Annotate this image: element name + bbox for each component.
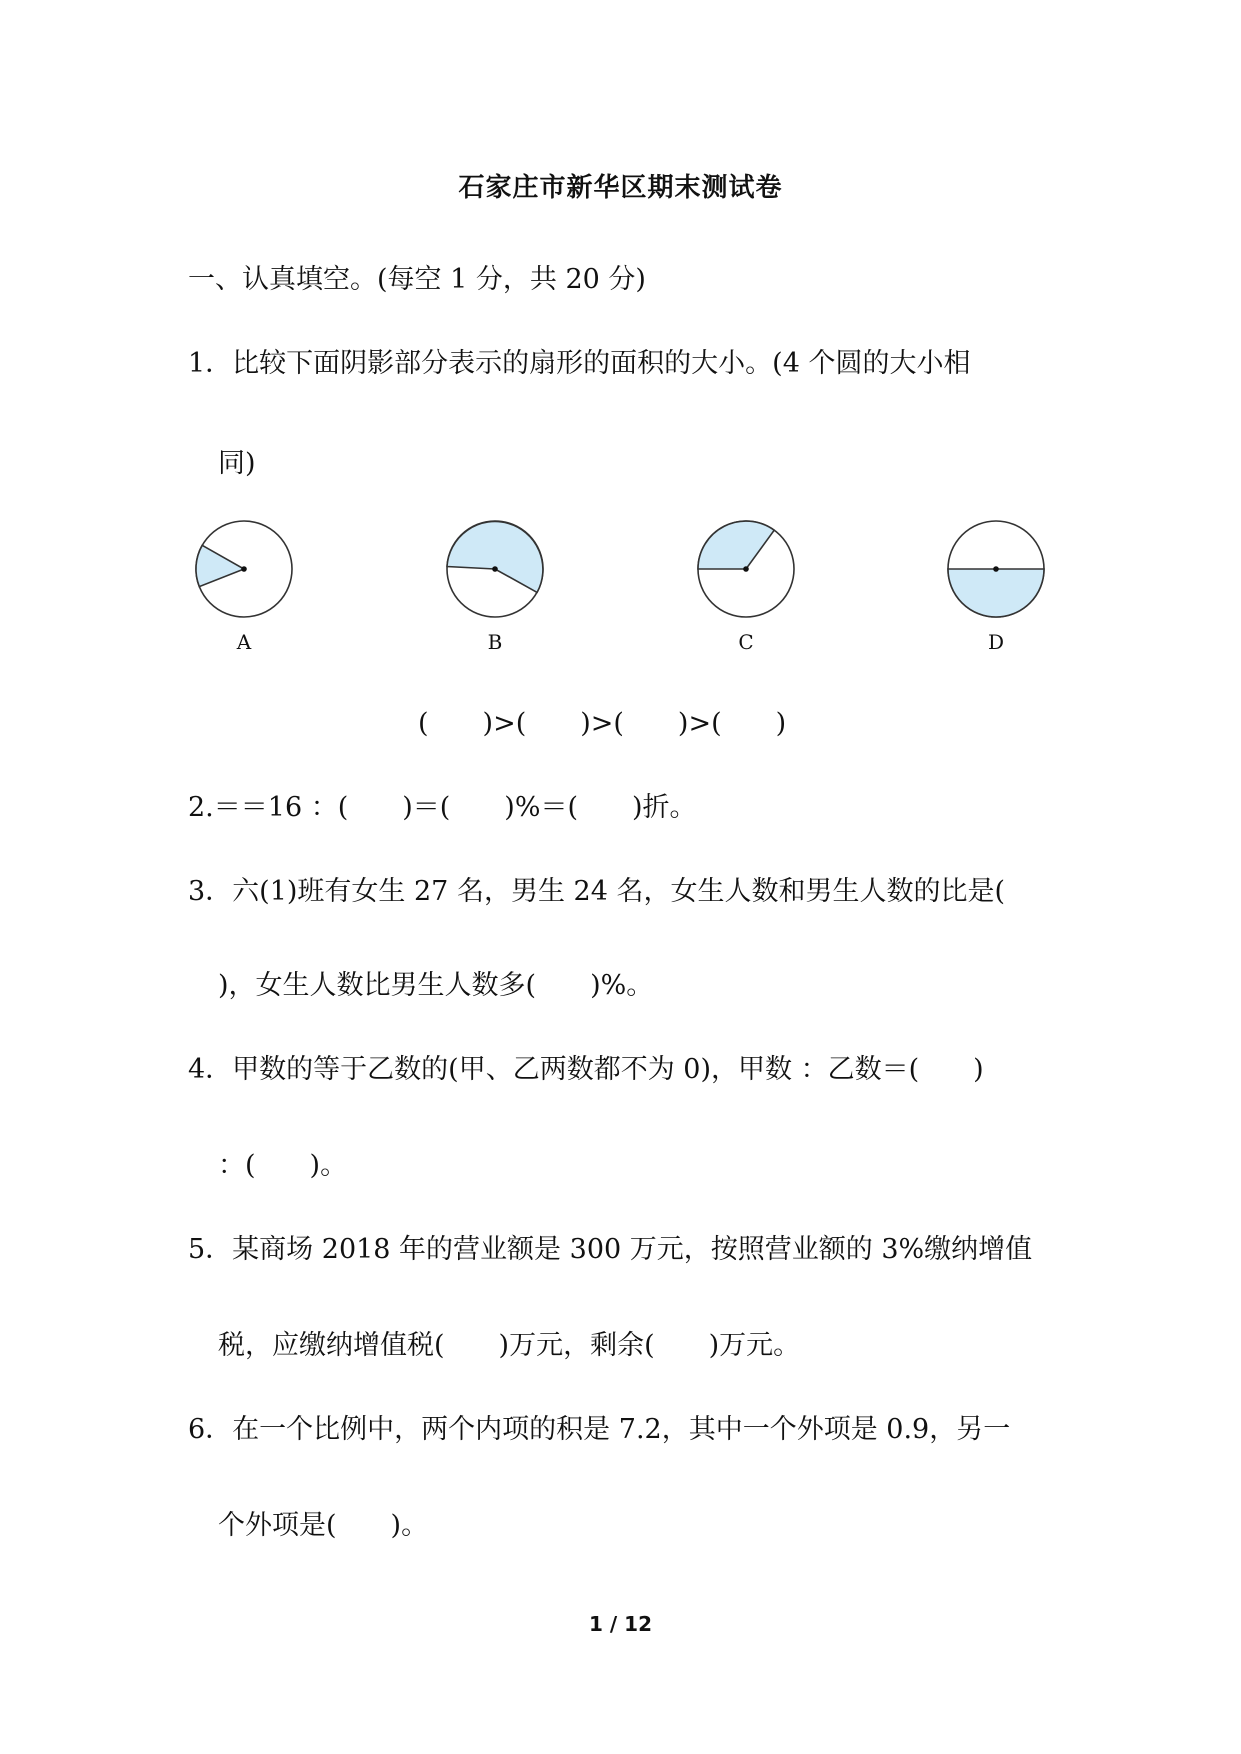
center-dot-b xyxy=(492,566,498,572)
question-5-line-2: 税，应缴纳增值税( )万元，剩余( )万元。 xyxy=(218,1330,801,1361)
question-2-line-1: 2.＝＝16 ：( )＝( )%＝( )折。 xyxy=(188,792,697,823)
question-4-line-2: ：( )。 xyxy=(218,1150,348,1181)
question-1-fill-line: ( )>( )>( )>( ) xyxy=(418,708,787,739)
shaded-half-d xyxy=(948,569,1044,617)
question-6-line-1: 6．在一个比例中，两个内项的积是 7.2，其中一个外项是 0.9，另一 xyxy=(188,1414,1011,1445)
circle-figure-b xyxy=(441,515,549,623)
figure-label-d: D xyxy=(987,630,1005,654)
question-3-line-1: 3．六(1)班有女生 27 名，男生 24 名，女生人数和男生人数的比是( xyxy=(188,876,1005,907)
circle-figure-a xyxy=(190,515,298,623)
figure-label-c: C xyxy=(738,630,754,654)
section-heading: 一、认真填空。(每空 1 分，共 20 分) xyxy=(188,264,646,295)
exam-title: 石家庄市新华区期末测试卷 xyxy=(458,173,783,203)
center-dot-a xyxy=(241,566,247,572)
question-3-line-2: )，女生人数比男生人数多( )%。 xyxy=(218,970,654,1001)
question-6-line-2: 个外项是( )。 xyxy=(218,1510,429,1541)
center-dot-d xyxy=(993,566,999,572)
figure-label-a: A xyxy=(236,630,252,654)
question-5-line-1: 5．某商场 2018 年的营业额是 300 万元，按照营业额的 3%缴纳增值 xyxy=(188,1234,1033,1265)
figure-label-b: B xyxy=(487,630,503,654)
page-number: 1 / 12 xyxy=(589,1612,652,1636)
circle-figure-c xyxy=(692,515,800,623)
circle-figure-d xyxy=(942,515,1050,623)
question-1-line-2: 同) xyxy=(218,448,256,479)
question-1-line-1: 1．比较下面阴影部分表示的扇形的面积的大小。(4 个圆的大小相 xyxy=(188,348,971,379)
center-dot-c xyxy=(743,566,749,572)
question-4-line-1: 4．甲数的等于乙数的(甲、乙两数都不为 0)，甲数 ：乙数＝( ) xyxy=(188,1054,984,1085)
